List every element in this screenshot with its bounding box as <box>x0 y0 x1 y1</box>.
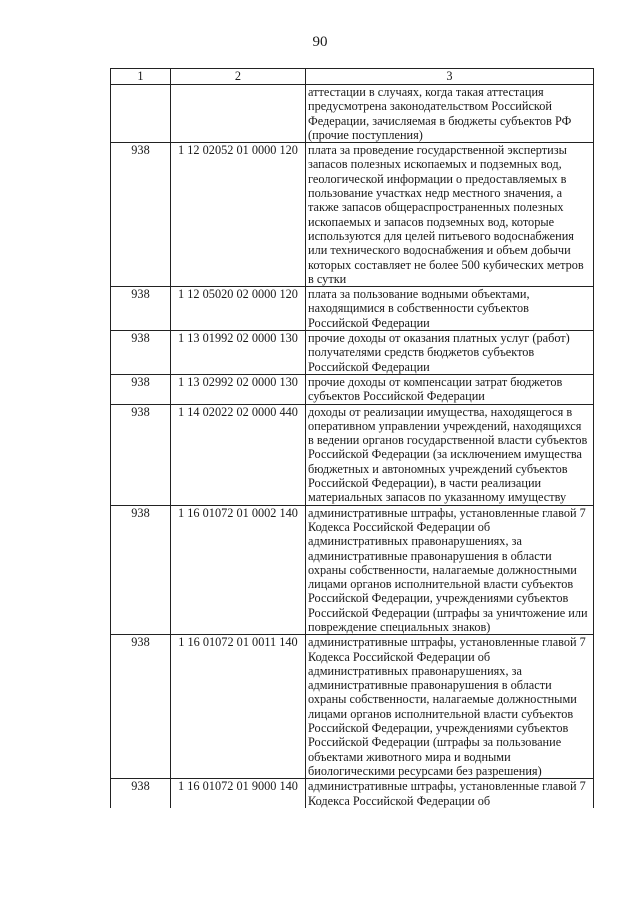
table-body <box>111 69 594 808</box>
table-row <box>111 404 594 505</box>
column-number-3: 3 <box>306 69 594 85</box>
page-number: 90 <box>312 34 328 50</box>
description-line: биологическими ресурсами без разрешения) <box>308 763 542 778</box>
description-cell <box>306 287 594 331</box>
admin-code-cell: 938 <box>111 779 171 808</box>
table-row <box>111 85 594 143</box>
income-code-cell: 1 16 01072 01 0011 140 <box>171 635 306 779</box>
description-line: Российской Федерации, учреждениями субъектов <box>308 721 569 736</box>
description-line: бюджетных и автономных учреждений субъектов <box>308 461 568 476</box>
description-line: запасов полезных ископаемых и подземных вод, <box>308 157 562 172</box>
description-line: пользование участках недр местного значения, а <box>308 186 563 201</box>
income-code-cell <box>171 85 306 143</box>
admin-code-cell: 938 <box>111 331 171 375</box>
description-line: лицами органов исполнительной власти субъектов <box>308 706 574 721</box>
description-line: административные штрафы, установленные главой 7 <box>308 779 586 794</box>
description-line: объектами животного мира и водными <box>308 749 511 764</box>
income-code-cell: 1 13 01992 02 0000 130 <box>171 331 306 375</box>
column-number-1: 1 <box>111 69 171 85</box>
table-row <box>111 143 594 287</box>
description-line: Федерации, зачисляемая в бюджеты субъектов РФ <box>308 113 572 128</box>
income-code-cell: 1 14 02022 02 0000 440 <box>171 404 306 505</box>
description-line: оперативном управлении учреждений, находящихся <box>308 418 582 433</box>
table-row <box>111 635 594 779</box>
description-line: доходы от реализации имущества, находящегося в <box>308 404 573 419</box>
description-line: прочие доходы от оказания платных услуг (работ) <box>308 331 570 346</box>
description-cell <box>306 143 594 287</box>
income-code-cell: 1 12 05020 02 0000 120 <box>171 287 306 331</box>
income-code-cell: 1 16 01072 01 0002 140 <box>171 505 306 635</box>
description-line: находящимися в собственности субъектов <box>308 301 529 316</box>
description-cell <box>306 505 594 635</box>
description-line: в ведении органов государственной власти субъектов <box>308 433 588 448</box>
description-line: повреждение специальных знаков) <box>308 619 491 634</box>
description-line: Российской Федерации (штрафы за уничтожение или <box>308 605 588 620</box>
description-line: Российской Федерации <box>308 359 430 374</box>
table-row <box>111 287 594 331</box>
description-cell <box>306 404 594 505</box>
admin-code-cell: 938 <box>111 635 171 779</box>
income-code-cell: 1 12 02052 01 0000 120 <box>171 143 306 287</box>
description-line: получателями средств бюджетов субъектов <box>308 345 535 360</box>
description-line: (прочие поступления) <box>308 127 423 142</box>
description-line: административные штрафы, установленные главой 7 <box>308 635 586 650</box>
description-line: лицами органов исполнительной власти субъектов <box>308 577 574 592</box>
table-row <box>111 779 594 808</box>
table-header-row <box>111 69 594 85</box>
description-cell <box>306 331 594 375</box>
description-line: Российской Федерации), в части реализации <box>308 476 542 491</box>
description-line: в сутки <box>308 271 347 286</box>
description-line: плата за пользование водными объектами, <box>308 287 530 302</box>
description-cell <box>306 779 594 808</box>
description-line: субъектов Российской Федерации <box>308 389 485 404</box>
description-line: плата за проведение государственной экспертизы <box>308 143 567 158</box>
description-line: аттестации в случаях, когда такая аттестация <box>308 85 544 99</box>
description-line: Российской Федерации <box>308 315 430 330</box>
admin-code-cell: 938 <box>111 287 171 331</box>
description-cell <box>306 374 594 404</box>
description-line: или технического водоснабжения и объем добычи <box>308 243 571 258</box>
description-cell <box>306 85 594 143</box>
description-cell <box>306 635 594 779</box>
description-line: охраны собственности, налагаемые должностными <box>308 562 577 577</box>
description-line: Российской Федерации, учреждениями субъектов <box>308 591 569 606</box>
description-line: административные правонарушения в области <box>308 678 552 693</box>
admin-code-cell: 938 <box>111 404 171 505</box>
admin-code-cell <box>111 85 171 143</box>
description-line: предусмотрена законодательством Российской <box>308 99 552 114</box>
description-line: Российской Федерации (за исключением имущества <box>308 447 582 462</box>
description-line: административных правонарушениях, за <box>308 534 522 549</box>
description-line: административные правонарушения в области <box>308 548 552 563</box>
description-line: Кодекса Российской Федерации об <box>308 519 491 534</box>
description-line: административные штрафы, установленные главой 7 <box>308 505 586 520</box>
admin-code-cell: 938 <box>111 374 171 404</box>
description-line: также запасов общераспространенных полезных <box>308 200 564 215</box>
description-line: охраны собственности, налагаемые должностными <box>308 692 577 707</box>
description-line: геологической информации о предоставляемых в <box>308 171 567 186</box>
column-number-2: 2 <box>171 69 306 85</box>
income-code-cell: 1 13 02992 02 0000 130 <box>171 374 306 404</box>
table-row <box>111 331 594 375</box>
table-row <box>111 505 594 635</box>
income-code-cell: 1 16 01072 01 9000 140 <box>171 779 306 808</box>
admin-code-cell: 938 <box>111 505 171 635</box>
description-line: административных правонарушениях, за <box>308 663 522 678</box>
description-line: используются для целей питьевого водоснабжения <box>308 228 574 243</box>
description-line: Российской Федерации (штрафы за пользование <box>308 735 562 750</box>
description-line: материальных запасов по указанному имуществу <box>308 490 567 505</box>
description-line: ископаемых и запасов подземных вод, которые <box>308 214 555 229</box>
income-codes-table <box>110 68 594 808</box>
table-row <box>111 374 594 404</box>
description-line: Кодекса Российской Федерации об <box>308 793 491 808</box>
description-line: которых составляет не более 500 кубических метров <box>308 257 584 272</box>
admin-code-cell: 938 <box>111 143 171 287</box>
description-line: Кодекса Российской Федерации об <box>308 649 491 664</box>
description-line: прочие доходы от компенсации затрат бюджетов <box>308 374 563 389</box>
